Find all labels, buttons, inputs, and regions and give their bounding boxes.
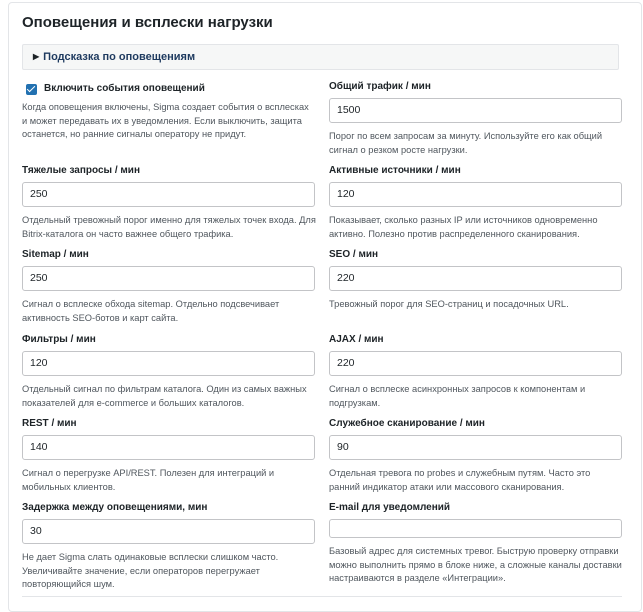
- email-input[interactable]: [329, 519, 622, 538]
- heavy-requests-field: [22, 164, 316, 241]
- alerts-hint-label: Подсказка по оповещениям: [43, 51, 196, 63]
- alert-delay-label: Задержка между оповещениями, мин: [22, 502, 208, 513]
- total-traffic-label: Общий трафик / мин: [329, 81, 431, 92]
- heavy-requests-input[interactable]: 250: [22, 182, 315, 207]
- total-traffic-input[interactable]: 1500: [329, 98, 622, 123]
- rest-label: REST / мин: [22, 418, 77, 429]
- email-label: E-mail для уведомлений: [329, 502, 451, 513]
- active-sources-input[interactable]: 120: [329, 182, 622, 207]
- active-sources-field: [329, 164, 623, 241]
- ajax-description: Сигнал о всплеске асинхронных запросов к компонентам и подгрузкам.: [329, 384, 586, 408]
- service-scan-field: [329, 417, 623, 494]
- service-scan-description: Отдельная тревога по probes и служебным путям. Часто это ранний индикатор атаки или массового сканирования.: [329, 468, 591, 492]
- sitemap-description: Сигнал о всплеске обхода sitemap. Отдельно подсвечивает активность SEO-ботов и карт сайта.: [22, 299, 280, 323]
- seo-field: [329, 248, 623, 312]
- enable-alerts-label: Включить события оповещений: [44, 83, 205, 94]
- rest-field: [22, 417, 316, 494]
- filters-description: Отдельный сигнал по фильтрам каталога. Один из самых важных показателей для e-commerce и больших каталогов.: [22, 384, 307, 408]
- seo-label: SEO / мин: [329, 249, 379, 260]
- alert-delay-description: Не дает Sigma слать одинаковые всплески слишком часто. Увеличивайте значение, если операторов перегружает повторяющийся шум.: [22, 552, 279, 589]
- enable-alerts-checkbox[interactable]: [26, 84, 37, 95]
- rest-input[interactable]: 140: [22, 435, 315, 460]
- section-divider: [22, 596, 622, 597]
- seo-description: Тревожный порог для SEO-страниц и посадочных URL.: [329, 299, 569, 309]
- enable-alerts-description: Когда оповещения включены, Sigma создает события о всплесках и может передавать их в уведомления. Если выключить, защита останется, но ранние сигналы оператору не придут.: [22, 102, 309, 139]
- active-sources-description: Показывает, сколько разных IP или источников одновременно активно. Полезно против распределенного сканирования.: [329, 215, 598, 239]
- sitemap-label: Sitemap / мин: [22, 249, 89, 260]
- filters-field: [22, 333, 316, 410]
- alert-delay-input[interactable]: 30: [22, 519, 315, 544]
- alert-delay-field: [22, 501, 316, 592]
- ajax-input[interactable]: 220: [329, 351, 622, 376]
- enable-alerts-field: [22, 82, 316, 142]
- triangle-right-icon: ▶: [33, 52, 40, 61]
- ajax-label: AJAX / мин: [329, 334, 384, 345]
- page-title: Оповещения и всплески нагрузки: [22, 14, 273, 31]
- heavy-requests-description: Отдельный тревожный порог именно для тяжелых точек входа. Для Bitrix-каталога он часто важнее общего трафика.: [22, 215, 316, 239]
- total-traffic-field: [329, 80, 623, 157]
- sitemap-field: [22, 248, 316, 325]
- rest-description: Сигнал о перегрузке API/REST. Полезен для интеграций и мобильных клиентов.: [22, 468, 275, 492]
- active-sources-label: Активные источники / мин: [329, 165, 461, 176]
- sitemap-input[interactable]: 250: [22, 266, 315, 291]
- seo-input[interactable]: 220: [329, 266, 622, 291]
- email-description: Базовый адрес для системных тревог. Быструю проверку отправки можно выполнить прямо в блоке ниже, а сложные каналы доставки настраиваются в разделе «Интеграции».: [329, 546, 622, 583]
- service-scan-label: Служебное сканирование / мин: [329, 418, 485, 429]
- filters-label: Фильтры / мин: [22, 334, 96, 345]
- service-scan-input[interactable]: 90: [329, 435, 622, 460]
- alerts-hint-toggle[interactable]: [22, 44, 619, 70]
- total-traffic-description: Порог по всем запросам за минуту. Используйте его как общий сигнал о резком росте нагрузки.: [329, 131, 603, 155]
- filters-input[interactable]: 120: [22, 351, 315, 376]
- ajax-field: [329, 333, 623, 410]
- email-field: [329, 501, 623, 586]
- heavy-requests-label: Тяжелые запросы / мин: [22, 165, 140, 176]
